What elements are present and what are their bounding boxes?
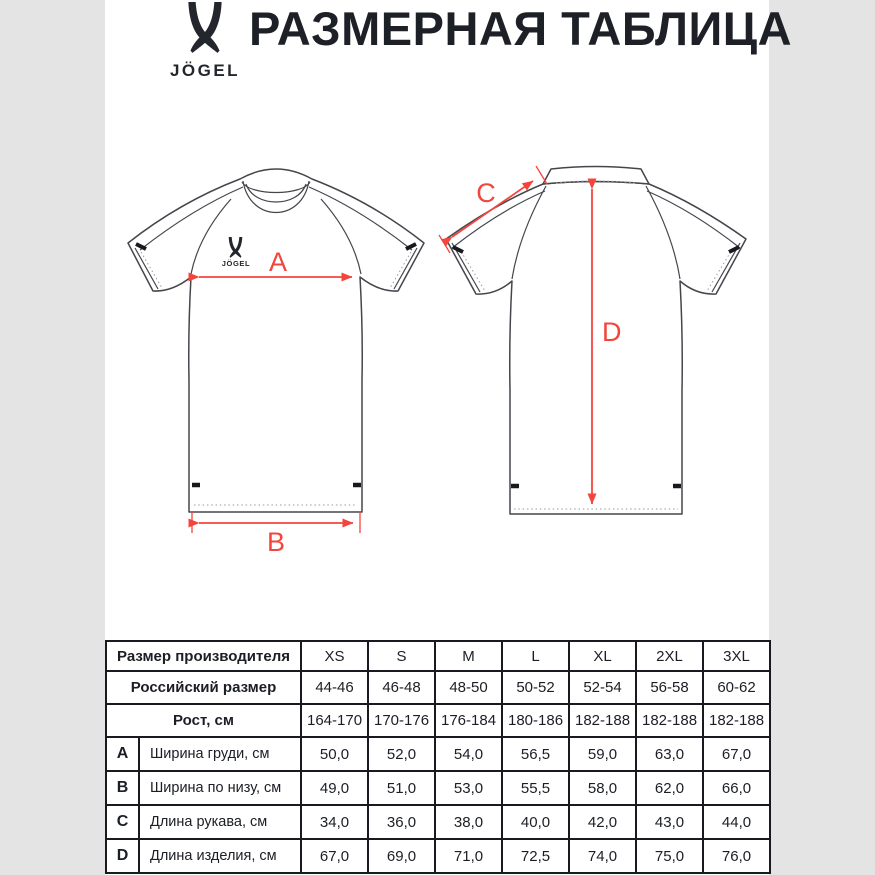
- size-cell: 182-188: [703, 704, 770, 737]
- size-cell: M: [435, 641, 502, 671]
- size-cell: 54,0: [435, 737, 502, 771]
- size-cell: 66,0: [703, 771, 770, 805]
- measure-name: Длина рукава, см: [139, 805, 301, 839]
- size-cell: 52-54: [569, 671, 636, 704]
- row-header: Размер производителя: [106, 641, 301, 671]
- size-cell: 44,0: [703, 805, 770, 839]
- size-cell: 58,0: [569, 771, 636, 805]
- measure-letter: B: [106, 771, 139, 805]
- size-cell: 55,5: [502, 771, 569, 805]
- size-cell: XL: [569, 641, 636, 671]
- measure-letter: D: [106, 839, 139, 873]
- size-cell: 180-186: [502, 704, 569, 737]
- size-cell: 38,0: [435, 805, 502, 839]
- size-table-row-height: [106, 704, 770, 737]
- size-cell: 182-188: [636, 704, 703, 737]
- size-cell: 56-58: [636, 671, 703, 704]
- size-cell: 50,0: [301, 737, 368, 771]
- size-cell: 42,0: [569, 805, 636, 839]
- size-cell: 36,0: [368, 805, 435, 839]
- size-cell: 52,0: [368, 737, 435, 771]
- size-cell: XS: [301, 641, 368, 671]
- measure-guide-c: [536, 166, 547, 184]
- size-table-row-russian-size: [106, 671, 770, 704]
- size-cell: 50-52: [502, 671, 569, 704]
- size-cell: 46-48: [368, 671, 435, 704]
- measure-letter: C: [106, 805, 139, 839]
- measure-label-b: B: [266, 527, 286, 557]
- size-cell: 74,0: [569, 839, 636, 873]
- size-table: [105, 640, 771, 874]
- size-cell: 60-62: [703, 671, 770, 704]
- measure-label-a: A: [268, 247, 288, 277]
- size-cell: 75,0: [636, 839, 703, 873]
- size-cell: 67,0: [703, 737, 770, 771]
- size-cell: 49,0: [301, 771, 368, 805]
- size-cell: 63,0: [636, 737, 703, 771]
- measure-name: Длина изделия, см: [139, 839, 301, 873]
- measure-name: Ширина груди, см: [139, 737, 301, 771]
- size-cell: 182-188: [569, 704, 636, 737]
- measure-label-d: D: [602, 317, 622, 347]
- size-cell: 44-46: [301, 671, 368, 704]
- size-cell: 48-50: [435, 671, 502, 704]
- size-cell: 170-176: [368, 704, 435, 737]
- size-cell: 69,0: [368, 839, 435, 873]
- size-cell: 59,0: [569, 737, 636, 771]
- size-table-row-c: [106, 805, 770, 839]
- size-cell: L: [502, 641, 569, 671]
- size-table-row-d: [106, 839, 770, 873]
- measure-name: Ширина по низу, см: [139, 771, 301, 805]
- page-title: РАЗМЕРНАЯ ТАБЛИЦА: [249, 2, 793, 55]
- size-cell: 40,0: [502, 805, 569, 839]
- size-cell: 43,0: [636, 805, 703, 839]
- size-cell: 56,5: [502, 737, 569, 771]
- tshirt-front-view: [128, 169, 424, 512]
- size-cell: 3XL: [703, 641, 770, 671]
- chest-logo-wordmark: JÖGEL: [221, 259, 251, 268]
- size-table-row-a: [106, 737, 770, 771]
- row-header: Рост, см: [106, 704, 301, 737]
- size-cell: 176-184: [435, 704, 502, 737]
- size-cell: S: [368, 641, 435, 671]
- size-table-row-manufacturer: [106, 641, 770, 671]
- size-cell: 51,0: [368, 771, 435, 805]
- row-header: Российский размер: [106, 671, 301, 704]
- measure-label-c: C: [476, 178, 496, 208]
- size-cell: 67,0: [301, 839, 368, 873]
- size-cell: 164-170: [301, 704, 368, 737]
- tshirt-back-view: [446, 167, 746, 515]
- size-cell: 71,0: [435, 839, 502, 873]
- size-cell: 53,0: [435, 771, 502, 805]
- size-cell: 72,5: [502, 839, 569, 873]
- size-table-row-b: [106, 771, 770, 805]
- measure-letter: A: [106, 737, 139, 771]
- size-cell: 62,0: [636, 771, 703, 805]
- size-cell: 2XL: [636, 641, 703, 671]
- size-cell: 34,0: [301, 805, 368, 839]
- brand-wordmark: JÖGEL: [169, 61, 241, 80]
- page: [105, 0, 793, 875]
- size-cell: 76,0: [703, 839, 770, 873]
